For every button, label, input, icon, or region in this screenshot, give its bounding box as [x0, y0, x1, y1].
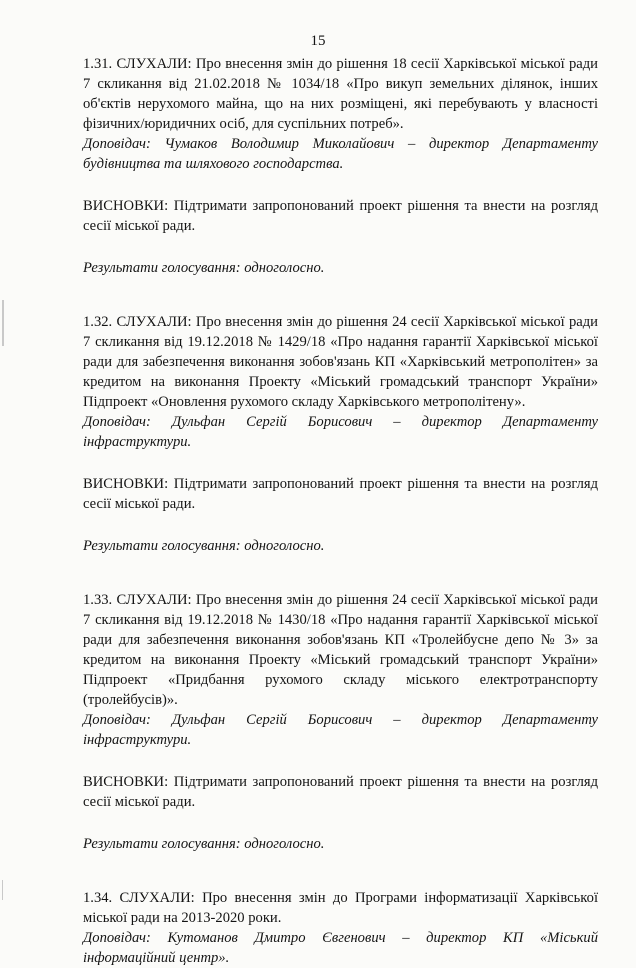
speaker-line: [83, 134, 598, 174]
scan-edge-mark: [2, 300, 4, 346]
heard-text: Про внесення змін до рішення 24 сесії Харківської міської ради 7 скликання від 19.12.2018 № 1430/18 «Про надання гарантії Харківської міської ради для забезпечення виконання зобов'язань КП «Тролейбусне депо № 3» за кредитом на виконання Проекту «Міський громадський транспорт України» Підпроект «Придбання рухомого складу міського електротранспорту (тролейбусів)».: [83, 592, 598, 708]
agenda-item-1-33: [83, 590, 598, 854]
vote-result: Результати голосування: одноголосно.: [83, 260, 325, 276]
speaker-text: Дульфан Сергій Борисович – директор Департаменту інфраструктури.: [83, 414, 598, 450]
conclusion-paragraph: ВИСНОВКИ: Підтримати запропонований проект рішення та внести на розгляд сесії міської ради.: [83, 774, 598, 810]
agenda-item-1-31: [83, 54, 598, 278]
speaker-label: Доповідач:: [83, 930, 151, 946]
agenda-item-1-32: [83, 312, 598, 556]
heard-label: 1.34. СЛУХАЛИ:: [83, 890, 195, 906]
speaker-label: Доповідач:: [83, 712, 151, 728]
heard-label: 1.31. СЛУХАЛИ:: [83, 56, 192, 72]
agenda-item-1-34: [83, 888, 598, 968]
heard-label: 1.33. СЛУХАЛИ:: [83, 592, 192, 608]
minutes-content: [83, 54, 598, 968]
vote-result: Результати голосування: одноголосно.: [83, 538, 325, 554]
heard-text: Про внесення змін до рішення 24 сесії Харківської міської ради 7 скликання від 19.12.2018 № 1429/18 «Про надання гарантії Харківської міської ради для забезпечення виконання зобов'язань КП «Харківський метрополітен» за кредитом на виконання Проекту «Міський громадський транспорт України» Підпроект «Оновлення рухомого складу Харківського метрополітену».: [83, 314, 598, 410]
speaker-line: [83, 710, 598, 750]
heard-paragraph: [83, 590, 598, 710]
speaker-line: [83, 412, 598, 452]
speaker-text: Чумаков Володимир Миколайович – директор Департаменту будівництва та шляхового господарства.: [83, 136, 598, 172]
heard-text: Про внесення змін до рішення 18 сесії Харківської міської ради 7 скликання від 21.02.2018 № 1034/18 «Про викуп земельних ділянок, інших об'єктів нерухомого майна, що на них розміщені, які перебувають у власності фізичних/юридичних осіб, для суспільних потреб».: [83, 56, 598, 132]
heard-paragraph: [83, 888, 598, 928]
heard-paragraph: [83, 54, 598, 134]
vote-result: Результати голосування: одноголосно.: [83, 836, 325, 852]
speaker-line: [83, 928, 598, 968]
conclusion-paragraph: ВИСНОВКИ: Підтримати запропонований проект рішення та внести на розгляд сесії міської ради.: [83, 476, 598, 512]
speaker-label: Доповідач:: [83, 136, 151, 152]
speaker-text: Дульфан Сергій Борисович – директор Департаменту інфраструктури.: [83, 712, 598, 748]
heard-label: 1.32. СЛУХАЛИ:: [83, 314, 192, 330]
speaker-label: Доповідач:: [83, 414, 151, 430]
heard-paragraph: [83, 312, 598, 412]
conclusion-paragraph: ВИСНОВКИ: Підтримати запропонований проект рішення та внести на розгляд сесії міської ради.: [83, 198, 598, 234]
heard-text: Про внесення змін до Програми інформатизації Харківської міської ради на 2013-2020 роки.: [83, 890, 598, 926]
scan-edge-mark: [2, 880, 3, 900]
page-number: 15: [310, 33, 326, 49]
speaker-text: Кутоманов Дмитро Євгенович – директор КП «Міський інформаційний центр».: [83, 930, 598, 966]
